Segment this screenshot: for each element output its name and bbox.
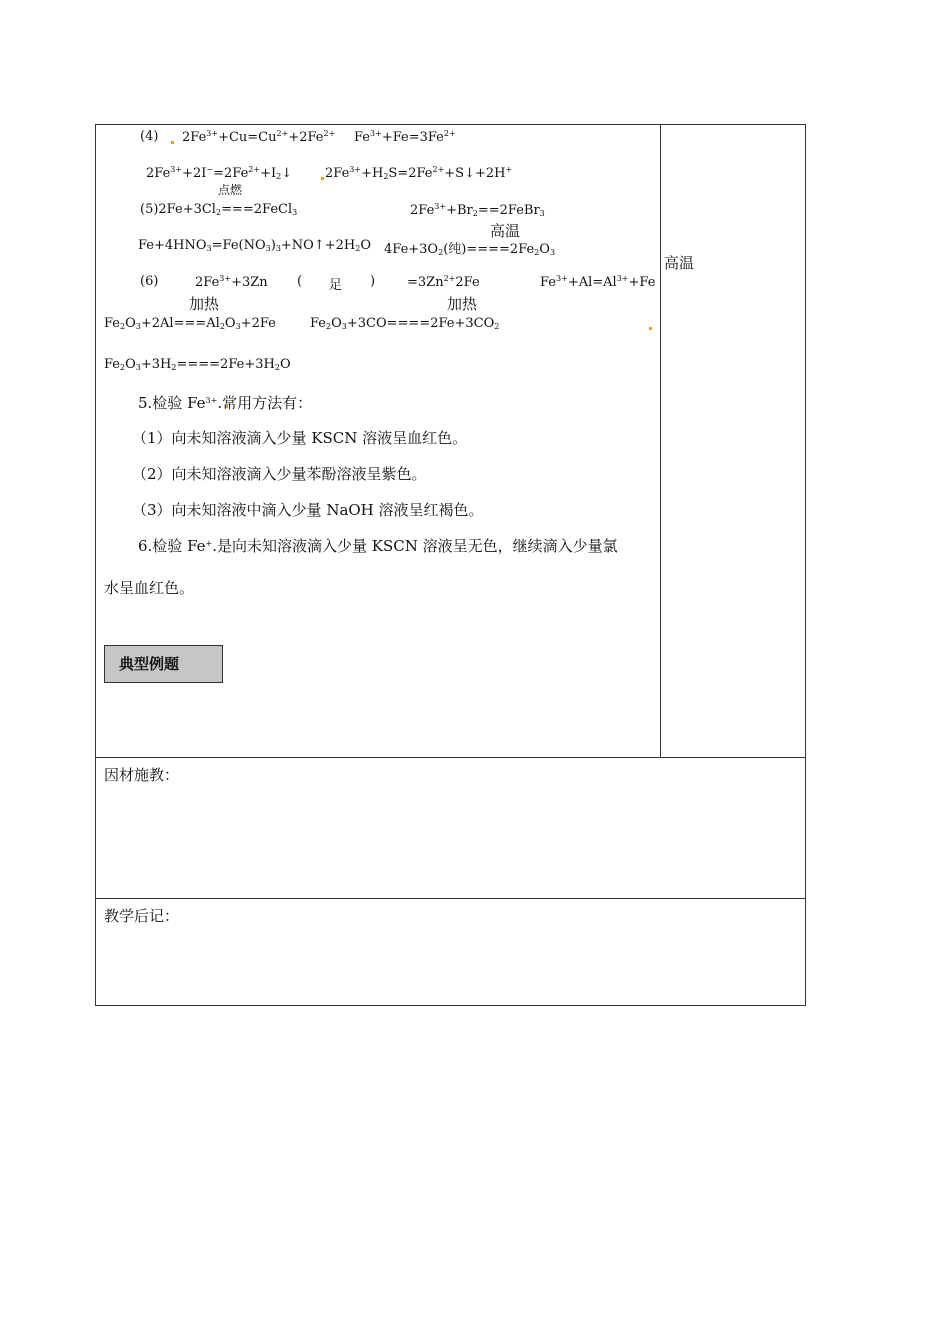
condition-ignite: 点燃 <box>218 183 243 197</box>
test-fe3-method-3: （3）向未知溶液中滴入少量 NaOH 溶液呈红褐色。 <box>132 501 484 519</box>
equation-fe-cl2: $(5)2Fe+3Cl_2===2FeCl_3$ <box>140 202 298 217</box>
sec4-label: (4) <box>140 129 159 144</box>
table-row-divider-1 <box>95 757 806 758</box>
table-border-bottom <box>95 1005 806 1006</box>
equation-fe-hno3: $Fe+4HNO_3=Fe(NO_3)_3+NO↑+2H_2O$ <box>138 238 371 253</box>
test-fe3-method-2: （2）向未知溶液滴入少量苯酚溶液呈紫色。 <box>132 465 427 483</box>
test-fe3-method-1: （1）向未知溶液滴入少量 KSCN 溶液呈血红色。 <box>132 429 468 447</box>
marker-dot <box>171 141 174 144</box>
table-row-divider-2 <box>95 898 806 899</box>
equation-fe2o3-al: $Fe_2O_3+2Al===Al_2O_3+2Fe$ <box>104 316 276 331</box>
equation-fe-o2: $4Fe+3O_2$(纯)$====2Fe_2O_3$ <box>384 242 556 257</box>
table-border-left <box>95 124 96 1006</box>
test-fe3-heading: 5.检验 $Fe^{3+}$.常用方法有： <box>138 394 313 412</box>
paren-open: ( <box>297 274 303 289</box>
teaching-by-material-label: 因材施教： <box>104 766 180 784</box>
equation-fe2o3-co: $Fe_2O_3+3CO====2Fe+3CO_2$ <box>310 316 500 331</box>
equation-fe3-zn-part: $2Fe^{3+}+3Zn$ <box>195 274 268 290</box>
equation-fe3-al: $Fe^{3+}+Al=Al^{3+}+Fe$ <box>540 274 656 290</box>
condition-heat-1: 加热 <box>189 295 220 313</box>
equation-fe3-cu: $2Fe^{3+}+Cu=Cu^{2+}+2Fe^{2+}$ <box>182 129 336 145</box>
condition-heat-2: 加热 <box>447 295 478 313</box>
typical-examples-label: 典型例题 <box>119 655 180 673</box>
equation-fe3-fe: $Fe^{3+}+Fe=3Fe^{2+}$ <box>354 129 456 145</box>
condition-high-temp: 高温 <box>490 222 521 240</box>
marker-dot <box>649 327 652 330</box>
side-note: 高温 <box>664 254 695 272</box>
equation-fe3-zn-product: $=3Zn^{2+}2Fe$ <box>407 274 480 290</box>
paren-close: ) <box>370 274 376 289</box>
equation-fe3-h2s: $2Fe^{3+}+H_2S=2Fe^{2+}+S↓+2H^+$ <box>325 165 513 181</box>
equation-fe2o3-h2: $Fe_2O_3+3H_2====2Fe+3H_2O$ <box>104 357 291 372</box>
table-column-divider <box>660 124 661 758</box>
table-border-right <box>805 124 806 1006</box>
equation-fe3-br2: $2Fe^{3+}+Br_2==2FeBr_3$ <box>410 202 545 218</box>
test-fe2-line-1: 6.检验 Fe+.是向未知溶液滴入少量 KSCN 溶液呈无色，继续滴入少量氯 <box>138 537 618 555</box>
test-fe2-line-2: 水呈血红色。 <box>104 579 195 597</box>
marker-dot <box>321 177 324 180</box>
equation-fe3-iodide: $2Fe^{3+}+2I^-=2Fe^{2+}+I_2↓$ <box>146 165 293 181</box>
word-sufficient: 足 <box>329 278 343 293</box>
typical-examples-box <box>104 645 223 683</box>
sec6-label: (6) <box>140 274 159 289</box>
table-border-top <box>95 124 806 125</box>
teaching-notes-label: 教学后记： <box>104 907 180 925</box>
